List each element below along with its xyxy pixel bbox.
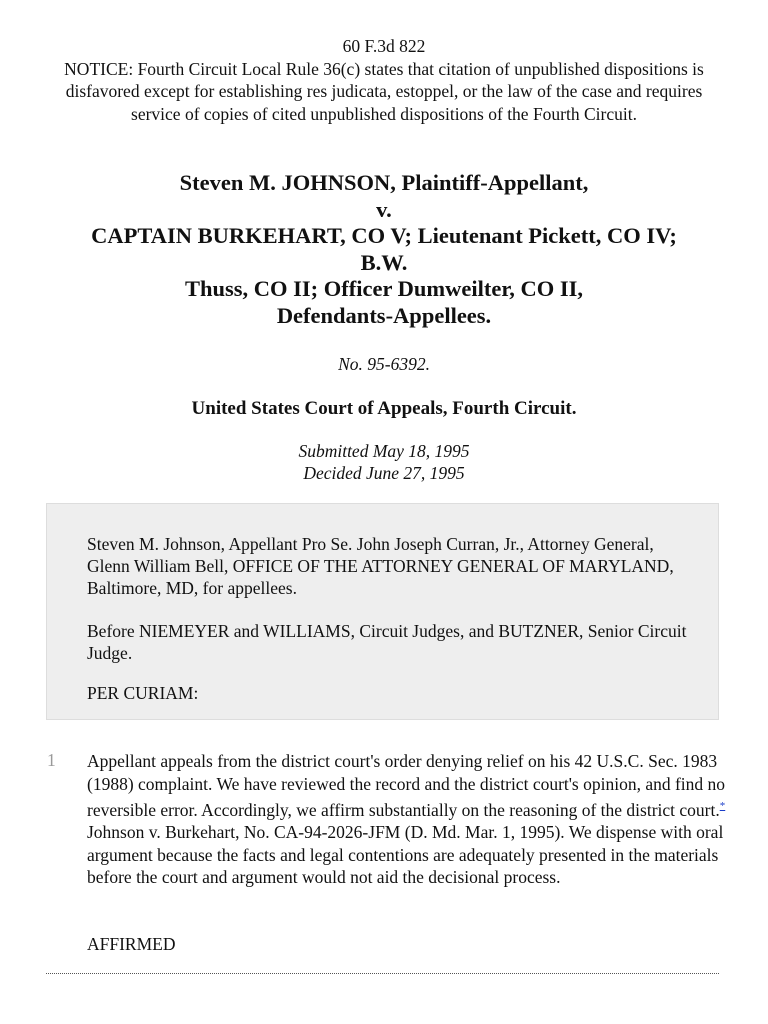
unpublished-notice: NOTICE: Fourth Circuit Local Rule 36(c) states that citation of unpublished dispositions is disfavored except for establishing res judicata, estoppel, or the law of the case and requires service of copies of cited unpublished dispositions of the Fourth Circuit. [64, 58, 704, 124]
citation: 60 F.3d 822 [342, 36, 426, 56]
counsel-box [46, 503, 719, 720]
plaintiff-line: Steven M. JOHNSON, Plaintiff-Appellant, [179, 170, 589, 195]
paragraph-number: 1 [47, 750, 56, 770]
footnote-link[interactable]: * [719, 800, 726, 812]
defendants-line-3: Thuss, CO II; Officer Dumweilter, CO II, [184, 276, 584, 301]
disposition: AFFIRMED [87, 934, 176, 954]
counsel-text: Steven M. Johnson, Appellant Pro Se. John Joseph Curran, Jr., Attorney General, Glenn William Bell, OFFICE OF THE ATTORNEY GENERAL OF MARYLAND, Baltimore, MD, for appellees. [87, 534, 674, 598]
case-dates [0, 440, 768, 484]
header [50, 35, 718, 125]
panel-text: Before NIEMEYER and WILLIAMS, Circuit Judges, and BUTZNER, Senior Circuit Judge. [87, 621, 687, 663]
opinion-text-after-footnote: Johnson v. Burkehart, No. CA-94-2026-JFM (D. Md. Mar. 1, 1995). We dispense with oral argument because the facts and legal contentions are adequately presented in the materials before the court and argument would not aid the decisional process. [87, 822, 724, 888]
divider [46, 973, 719, 974]
opinion-text-before-footnote: Appellant appeals from the district court's order denying relief on his 42 U.S.C. Sec. 1983 (1988) complaint. We have reviewed the record and the district court's opinion, and find no reversible error. Accordingly, we affirm substantially on the reasoning of the district court. [87, 751, 726, 820]
court-name: United States Court of Appeals, Fourth Circuit. [191, 398, 577, 419]
per-curiam: PER CURIAM: [87, 683, 199, 703]
versus-line: v. [376, 196, 392, 222]
defendants-line-4: Defendants-Appellees. [276, 302, 492, 328]
defendants-line-2: B.W. [360, 249, 408, 275]
opinion-paragraph [87, 750, 727, 889]
defendants-line-1: CAPTAIN BURKEHART, CO V; Lieutenant Pickett, CO IV; [91, 223, 677, 248]
case-caption [30, 170, 738, 329]
submitted-date: Submitted May 18, 1995 [298, 441, 470, 461]
decided-date: Decided June 27, 1995 [303, 463, 465, 483]
docket-number: No. 95-6392. [338, 354, 430, 374]
